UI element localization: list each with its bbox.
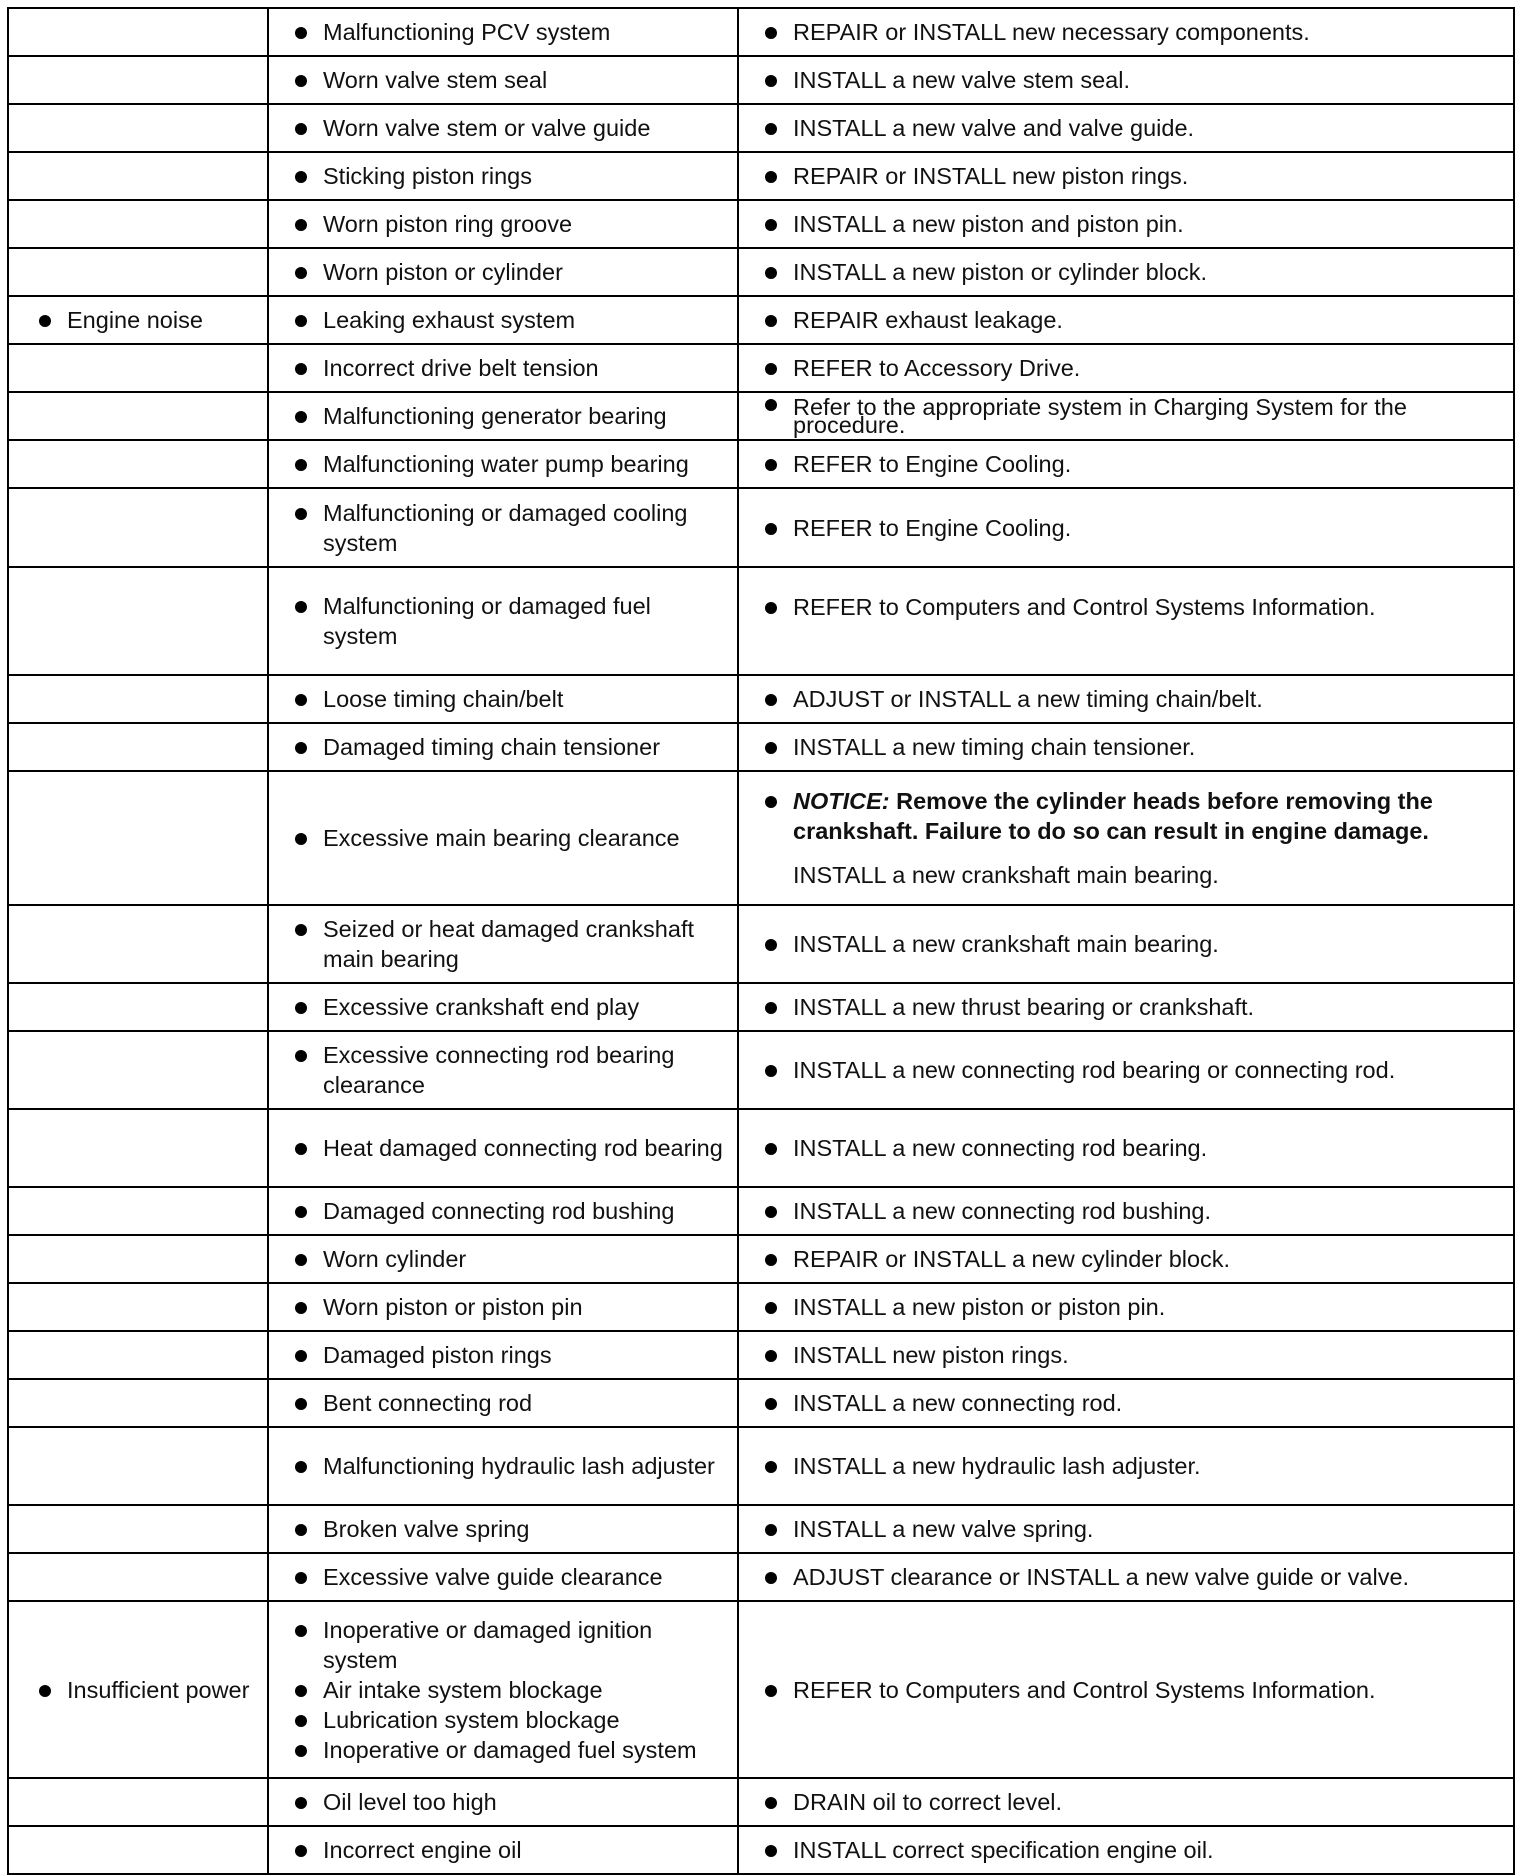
cause-text: Sticking piston rings <box>291 161 725 191</box>
cause-text: Broken valve spring <box>291 1514 725 1544</box>
action-text: REFER to Computers and Control Systems Information. <box>761 592 1501 622</box>
action-cell <box>738 296 1514 344</box>
cause-text: Malfunctioning or damaged cooling system <box>291 498 725 558</box>
action-cell <box>738 1826 1514 1874</box>
action-text: INSTALL a new piston and piston pin. <box>761 209 1501 239</box>
table-row <box>8 1427 1514 1505</box>
action-cell <box>738 200 1514 248</box>
cause-text: Incorrect engine oil <box>291 1835 725 1865</box>
symptom-cell <box>8 488 268 567</box>
cause-cell <box>268 248 738 296</box>
action-cell <box>738 8 1514 56</box>
cause-text: Heat damaged connecting rod bearing <box>291 1133 725 1163</box>
action-cell <box>738 248 1514 296</box>
action-text: INSTALL a new connecting rod bushing. <box>761 1196 1501 1226</box>
table-row <box>8 392 1514 440</box>
cause-cell <box>268 1235 738 1283</box>
cause-cell <box>268 488 738 567</box>
cause-text: Worn piston or cylinder <box>291 257 725 287</box>
cause-cell <box>268 200 738 248</box>
table-row <box>8 1553 1514 1601</box>
notice-label: NOTICE: <box>793 788 890 814</box>
action-cell <box>738 56 1514 104</box>
action-cell <box>738 1109 1514 1187</box>
symptom-cell <box>8 567 268 675</box>
table-row <box>8 1235 1514 1283</box>
table-row <box>8 567 1514 675</box>
action-cell <box>738 1187 1514 1235</box>
cause-cell <box>268 1331 738 1379</box>
action-text: REFER to Engine Cooling. <box>761 449 1501 479</box>
cause-text: Worn valve stem or valve guide <box>291 113 725 143</box>
cause-cell <box>268 1379 738 1427</box>
action-text: INSTALL a new crankshaft main bearing. <box>793 862 1219 888</box>
symptom-cell <box>8 905 268 983</box>
table-row <box>8 1778 1514 1826</box>
cause-cell <box>268 983 738 1031</box>
notice-text <box>761 786 1501 846</box>
action-text: INSTALL a new valve and valve guide. <box>761 113 1501 143</box>
action-text: INSTALL a new piston or cylinder block. <box>761 257 1501 287</box>
symptom-cell <box>8 723 268 771</box>
cause-text: Oil level too high <box>291 1787 725 1817</box>
cause-text: Malfunctioning water pump bearing <box>291 449 725 479</box>
action-cell <box>738 1778 1514 1826</box>
action-text: Refer to the appropriate system in Charging System for the procedure. <box>761 396 1501 436</box>
cause-text: Worn piston or piston pin <box>291 1292 725 1322</box>
cause-cell <box>268 1553 738 1601</box>
action-cell <box>738 392 1514 440</box>
cause-text: Damaged piston rings <box>291 1340 725 1370</box>
action-cell <box>738 1601 1514 1778</box>
cause-cell <box>268 392 738 440</box>
symptom-cell <box>8 1109 268 1187</box>
symptom-cell <box>8 1427 268 1505</box>
table-row <box>8 8 1514 56</box>
action-text: REFER to Computers and Control Systems Information. <box>761 1675 1501 1705</box>
cause-text: Malfunctioning or damaged fuel system <box>291 591 725 651</box>
table-row <box>8 1109 1514 1187</box>
symptom-cell <box>8 248 268 296</box>
table-row <box>8 1331 1514 1379</box>
cause-cell <box>268 1778 738 1826</box>
symptom-cell <box>8 8 268 56</box>
table-row <box>8 344 1514 392</box>
action-text: REPAIR or INSTALL a new cylinder block. <box>761 1244 1501 1274</box>
cause-cell <box>268 56 738 104</box>
symptom-cell <box>8 1553 268 1601</box>
table-row <box>8 1826 1514 1874</box>
cause-cell <box>268 344 738 392</box>
symptom-cell <box>8 56 268 104</box>
cause-cell <box>268 1187 738 1235</box>
table-row <box>8 440 1514 488</box>
action-text: INSTALL a new valve spring. <box>761 1514 1501 1544</box>
action-text: DRAIN oil to correct level. <box>761 1787 1501 1817</box>
cause-text: Malfunctioning generator bearing <box>291 401 725 431</box>
symptom-cell <box>8 200 268 248</box>
table-row <box>8 56 1514 104</box>
symptom-cell <box>8 1031 268 1109</box>
symptom-cell <box>8 1505 268 1553</box>
table-row <box>8 104 1514 152</box>
cause-text: Excessive crankshaft end play <box>291 992 725 1022</box>
cause-text: Inoperative or damaged fuel system <box>291 1735 725 1765</box>
action-cell <box>738 983 1514 1031</box>
table-row <box>8 1505 1514 1553</box>
action-text: INSTALL a new hydraulic lash adjuster. <box>761 1451 1501 1481</box>
table-row <box>8 248 1514 296</box>
symptom-text: Insufficient power <box>35 1675 255 1705</box>
action-cell <box>738 567 1514 675</box>
cause-text: Air intake system blockage <box>291 1675 725 1705</box>
cause-cell <box>268 1283 738 1331</box>
notice-body: Remove the cylinder heads before removing the crankshaft. Failure to do so can result in engine damage. <box>793 788 1433 844</box>
cause-text: Worn piston ring groove <box>291 209 725 239</box>
table-row <box>8 1601 1514 1778</box>
action-text: REPAIR exhaust leakage. <box>761 305 1501 335</box>
action-text: REPAIR or INSTALL new necessary components. <box>761 17 1501 47</box>
cause-text: Excessive connecting rod bearing clearance <box>291 1040 725 1100</box>
cause-cell <box>268 152 738 200</box>
action-cell <box>738 488 1514 567</box>
cause-cell <box>268 1826 738 1874</box>
action-cell <box>738 1031 1514 1109</box>
cause-cell <box>268 1601 738 1778</box>
action-cell <box>738 905 1514 983</box>
symptom-cell <box>8 1778 268 1826</box>
action-text: INSTALL a new crankshaft main bearing. <box>761 929 1501 959</box>
action-text: INSTALL new piston rings. <box>761 1340 1501 1370</box>
cause-text: Inoperative or damaged ignition system <box>291 1615 725 1675</box>
symptom-cell <box>8 1235 268 1283</box>
cause-text: Malfunctioning PCV system <box>291 17 725 47</box>
cause-text: Worn valve stem seal <box>291 65 725 95</box>
action-cell <box>738 1235 1514 1283</box>
cause-cell <box>268 771 738 905</box>
table-row <box>8 1379 1514 1427</box>
cause-text: Bent connecting rod <box>291 1388 725 1418</box>
symptom-cell <box>8 392 268 440</box>
cause-cell <box>268 1031 738 1109</box>
table-row <box>8 1283 1514 1331</box>
action-cell <box>738 440 1514 488</box>
cause-text: Incorrect drive belt tension <box>291 353 725 383</box>
cause-cell <box>268 905 738 983</box>
symptom-cell <box>8 152 268 200</box>
symptom-cell <box>8 1826 268 1874</box>
table-row <box>8 905 1514 983</box>
action-text: ADJUST clearance or INSTALL a new valve guide or valve. <box>761 1562 1501 1592</box>
table-row <box>8 983 1514 1031</box>
cause-cell <box>268 723 738 771</box>
action-cell <box>738 344 1514 392</box>
action-text: INSTALL a new thrust bearing or crankshaft. <box>761 992 1501 1022</box>
table-row <box>8 296 1514 344</box>
action-cell <box>738 152 1514 200</box>
symptom-cell <box>8 296 268 344</box>
cause-text: Damaged timing chain tensioner <box>291 732 725 762</box>
action-cell <box>738 1379 1514 1427</box>
action-text: INSTALL a new timing chain tensioner. <box>761 732 1501 762</box>
action-cell <box>738 104 1514 152</box>
action-text: ADJUST or INSTALL a new timing chain/belt. <box>761 684 1501 714</box>
symptom-cell <box>8 104 268 152</box>
cause-text: Excessive valve guide clearance <box>291 1562 725 1592</box>
cause-text: Damaged connecting rod bushing <box>291 1196 725 1226</box>
cause-cell <box>268 440 738 488</box>
cause-text: Lubrication system blockage <box>291 1705 725 1735</box>
symptom-cell <box>8 1331 268 1379</box>
action-text: INSTALL a new connecting rod bearing or connecting rod. <box>761 1055 1501 1085</box>
action-text: INSTALL a new valve stem seal. <box>761 65 1501 95</box>
symptom-cell <box>8 675 268 723</box>
action-cell <box>738 1505 1514 1553</box>
action-cell <box>738 1331 1514 1379</box>
table-row <box>8 1031 1514 1109</box>
action-text: INSTALL correct specification engine oil. <box>761 1835 1501 1865</box>
cause-text: Malfunctioning hydraulic lash adjuster <box>291 1451 725 1481</box>
cause-text: Excessive main bearing clearance <box>291 823 725 853</box>
diagnosis-table <box>7 7 1515 1875</box>
action-text: REPAIR or INSTALL new piston rings. <box>761 161 1501 191</box>
cause-cell <box>268 1505 738 1553</box>
action-text: REFER to Accessory Drive. <box>761 353 1501 383</box>
table-row <box>8 771 1514 905</box>
table-row <box>8 488 1514 567</box>
cause-cell <box>268 104 738 152</box>
action-cell <box>738 723 1514 771</box>
table-row <box>8 675 1514 723</box>
symptom-text: Engine noise <box>35 305 255 335</box>
cause-cell <box>268 296 738 344</box>
symptom-cell <box>8 771 268 905</box>
action-text: INSTALL a new connecting rod bearing. <box>761 1133 1501 1163</box>
cause-cell <box>268 675 738 723</box>
action-cell <box>738 675 1514 723</box>
cause-text: Leaking exhaust system <box>291 305 725 335</box>
symptom-cell <box>8 1187 268 1235</box>
table-row <box>8 152 1514 200</box>
symptom-cell <box>8 1601 268 1778</box>
symptom-cell <box>8 1283 268 1331</box>
cause-text: Seized or heat damaged crankshaft main bearing <box>291 914 725 974</box>
cause-text: Worn cylinder <box>291 1244 725 1274</box>
cause-cell <box>268 8 738 56</box>
symptom-cell <box>8 440 268 488</box>
action-cell <box>738 771 1514 905</box>
symptom-cell <box>8 983 268 1031</box>
symptom-cell <box>8 1379 268 1427</box>
cause-cell <box>268 1427 738 1505</box>
action-text: INSTALL a new connecting rod. <box>761 1388 1501 1418</box>
cause-cell <box>268 1109 738 1187</box>
table-row <box>8 723 1514 771</box>
table-row <box>8 1187 1514 1235</box>
cause-cell <box>268 567 738 675</box>
action-text: INSTALL a new piston or piston pin. <box>761 1292 1501 1322</box>
table-row <box>8 200 1514 248</box>
action-cell <box>738 1427 1514 1505</box>
action-cell <box>738 1283 1514 1331</box>
symptom-cell <box>8 344 268 392</box>
cause-text: Loose timing chain/belt <box>291 684 725 714</box>
action-text: REFER to Engine Cooling. <box>761 513 1501 543</box>
action-cell <box>738 1553 1514 1601</box>
